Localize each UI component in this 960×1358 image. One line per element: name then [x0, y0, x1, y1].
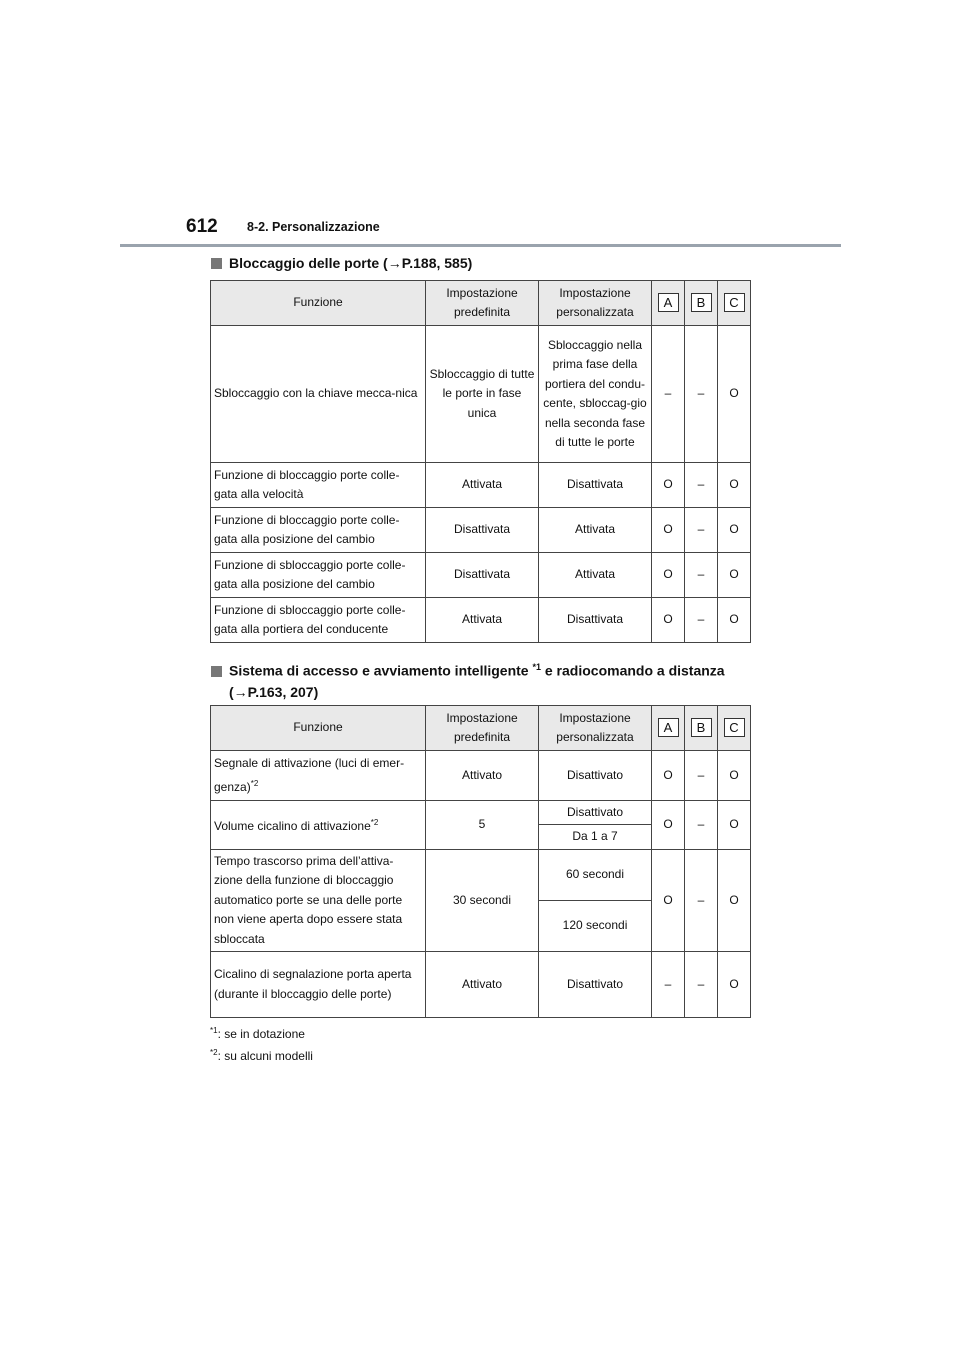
cell-a: – [652, 952, 685, 1018]
cell-predefinita: 5 [426, 801, 539, 850]
cell-personalizzata: Disattivato [539, 952, 652, 1018]
cell-a: O [652, 801, 685, 850]
cell-funzione: Volume cicalino di attivazione$^{*2}$ [211, 801, 426, 850]
cell-c: O [718, 553, 751, 598]
cell-c: O [718, 598, 751, 643]
cell-b: – [685, 553, 718, 598]
square-bullet-icon [211, 258, 222, 269]
cell-a: – [652, 326, 685, 463]
table-row [211, 598, 751, 643]
cell-predefinita: Attivato [426, 751, 539, 801]
cell-a: O [652, 508, 685, 553]
cell-predefinita: Disattivata [426, 553, 539, 598]
cell-predefinita: Attivata [426, 463, 539, 508]
table-row [211, 952, 751, 1018]
square-bullet-icon [211, 666, 222, 677]
col-predefinita: Impostazione predefinita [426, 706, 539, 751]
table-row [211, 850, 751, 901]
table-header-row [211, 706, 751, 751]
page-number: 612 [186, 216, 218, 237]
header-divider [120, 244, 841, 247]
col-personalizzata: Impostazione personalizzata [539, 706, 652, 751]
table-row [211, 508, 751, 553]
cell-personalizzata: 60 secondi [539, 850, 652, 901]
cell-predefinita: 30 secondi [426, 850, 539, 952]
col-b: B [685, 281, 718, 326]
table-row [211, 463, 751, 508]
col-personalizzata: Impostazione personalizzata [539, 281, 652, 326]
cell-personalizzata: Da 1 a 7 [539, 825, 652, 850]
cell-predefinita: Disattivata [426, 508, 539, 553]
cell-a: O [652, 850, 685, 952]
cell-b: – [685, 952, 718, 1018]
cell-c: O [718, 850, 751, 952]
cell-personalizzata: Disattivato [539, 751, 652, 801]
cell-funzione: Sbloccaggio con la chiave mecca-nica [211, 326, 426, 463]
cell-c: O [718, 952, 751, 1018]
cell-personalizzata: Attivata [539, 508, 652, 553]
cell-b: – [685, 751, 718, 801]
table-header-row [211, 281, 751, 326]
cell-a: O [652, 553, 685, 598]
cell-c: O [718, 801, 751, 850]
cell-personalizzata: Disattivato [539, 801, 652, 825]
cell-funzione: Cicalino di segnalazione porta aperta (durante il bloccaggio delle porte) [211, 952, 426, 1018]
cell-b: – [685, 850, 718, 952]
col-c: C [718, 281, 751, 326]
col-c: C [718, 706, 751, 751]
col-b: B [685, 706, 718, 751]
col-predefinita: Impostazione predefinita [426, 281, 539, 326]
cell-predefinita: Attivato [426, 952, 539, 1018]
cell-a: O [652, 598, 685, 643]
col-funzione: Funzione [211, 706, 426, 751]
table-row [211, 326, 751, 463]
cell-c: O [718, 751, 751, 801]
cell-funzione: Funzione di sbloccaggio porte colle-gata alla portiera del conducente [211, 598, 426, 643]
cell-personalizzata: Disattivata [539, 598, 652, 643]
cell-b: – [685, 508, 718, 553]
cell-c: O [718, 463, 751, 508]
cell-funzione: Funzione di bloccaggio porte colle-gata alla velocità [211, 463, 426, 508]
cell-personalizzata: Sbloccaggio nella prima fase della portiera del condu-cente, sbloccag-gio nella seconda fase di tutte le porte [539, 326, 652, 463]
table-row [211, 801, 751, 825]
cell-c: O [718, 508, 751, 553]
footnote-1: $^{*1}$: se in dotazione [210, 1026, 305, 1041]
cell-predefinita: Attivata [426, 598, 539, 643]
table-row [211, 553, 751, 598]
table-accesso-avviamento [210, 705, 751, 1018]
cell-predefinita: Sbloccaggio di tutte le porte in fase unica [426, 326, 539, 463]
cell-personalizzata: Attivata [539, 553, 652, 598]
col-a: A [652, 281, 685, 326]
cell-b: – [685, 801, 718, 850]
cell-personalizzata: 120 secondi [539, 901, 652, 952]
cell-c: O [718, 326, 751, 463]
cell-funzione: Tempo trascorso prima dell’attiva-zione della funzione di bloccaggio automatico porte se una delle porte non viene aperta dopo essere stata sbloccata [211, 850, 426, 952]
cell-a: O [652, 751, 685, 801]
section-title: 8-2. Personalizzazione [247, 220, 380, 234]
col-funzione: Funzione [211, 281, 426, 326]
cell-a: O [652, 463, 685, 508]
footnote-2: $^{*2}$: su alcuni modelli [210, 1048, 313, 1063]
cell-funzione: Segnale di attivazione (luci di emer-genza)$^{*2}$ [211, 751, 426, 801]
cell-b: – [685, 463, 718, 508]
cell-funzione: Funzione di bloccaggio porte colle-gata alla posizione del cambio [211, 508, 426, 553]
cell-personalizzata: Disattivata [539, 463, 652, 508]
table-row [211, 751, 751, 801]
heading-bloccaggio-porte: Bloccaggio delle porte (→P.188, 585) [211, 253, 472, 274]
table-bloccaggio-porte [210, 280, 751, 643]
heading-accesso-avviamento: Sistema di accesso e avviamento intelligente $^{*1}$ e radiocomando a distanza (→P.163, 207) [211, 657, 725, 703]
col-a: A [652, 706, 685, 751]
cell-funzione: Funzione di sbloccaggio porte colle-gata alla posizione del cambio [211, 553, 426, 598]
cell-b: – [685, 326, 718, 463]
cell-b: – [685, 598, 718, 643]
